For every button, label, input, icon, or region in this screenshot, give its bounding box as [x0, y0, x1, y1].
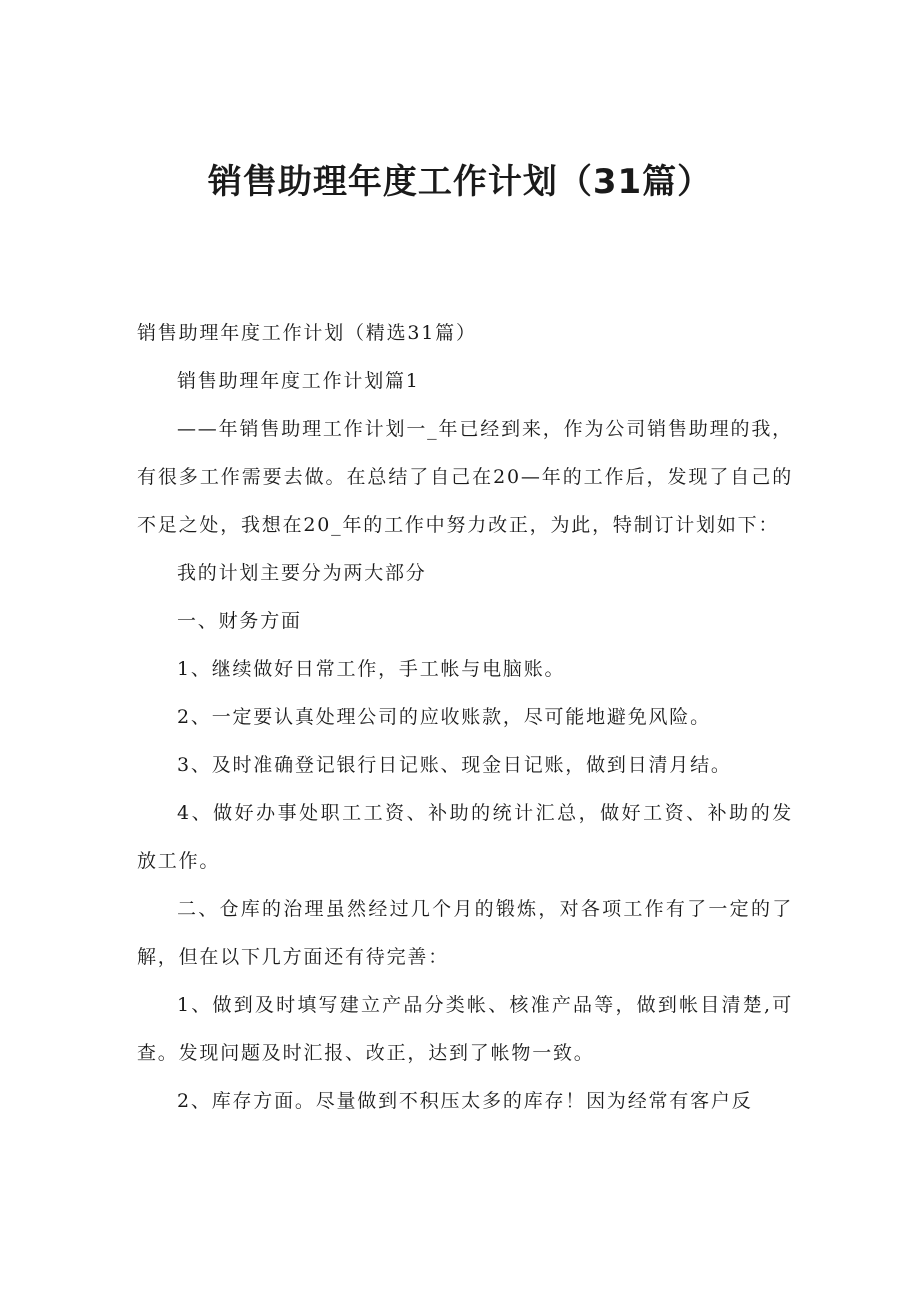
document-title: 销售助理年度工作计划（31篇）	[207, 162, 713, 202]
intro-paragraph: ——年销售助理工作计划一_年已经到来，作为公司销售助理的我，有很多工作需要去做。在总结了自己在20—年的工作后，发现了自己的不足之处，我想在20_年的工作中努力改正，为此，特制订计划如下：	[137, 418, 793, 536]
finance-item-1: 1、继续做好日常工作，手工帐与电脑账。	[177, 658, 566, 680]
plan-overview-paragraph: 我的计划主要分为两大部分	[177, 562, 427, 584]
warehouse-item-1: 1、做到及时填写建立产品分类帐、核准产品等，做到帐目清楚,可查。发现问题及时汇报、改正，达到了帐物一致。	[137, 994, 793, 1064]
warehouse-heading: 二、仓库的治理虽然经过几个月的锻炼，对各项工作有了一定的了解，但在以下几方面还有待完善：	[137, 898, 793, 968]
document-body	[137, 309, 793, 1125]
section-heading-1: 销售助理年度工作计划篇1	[177, 370, 420, 392]
finance-heading: 一、财务方面	[177, 610, 302, 632]
finance-item-4: 4、做好办事处职工工资、补助的统计汇总，做好工资、补助的发放工作。	[137, 802, 793, 872]
subtitle-paragraph: 销售助理年度工作计划（精选31篇）	[137, 322, 477, 344]
finance-item-2: 2、一定要认真处理公司的应收账款，尽可能地避免风险。	[177, 706, 711, 728]
finance-item-3: 3、及时准确登记银行日记账、现金日记账，做到日清月结。	[177, 754, 732, 776]
warehouse-item-2: 2、库存方面。尽量做到不积压太多的库存！因为经常有客户反	[177, 1090, 753, 1112]
